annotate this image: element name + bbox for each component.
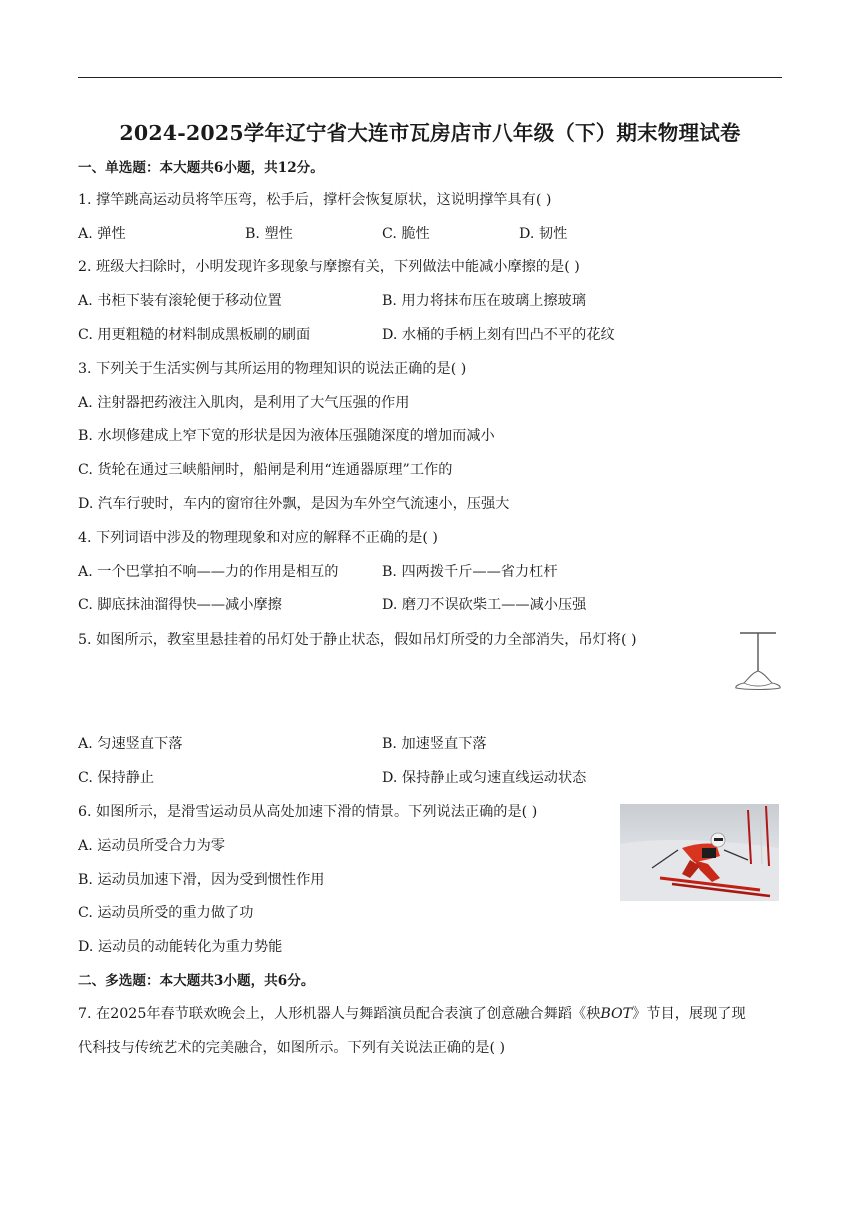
page-title: 2024-2025学年辽宁省大连市瓦房店市八年级（下）期末物理试卷: [119, 121, 741, 145]
question-6-stem: 6. 如图所示，是滑雪运动员从高处加速下滑的情景。下列说法正确的是( ): [78, 804, 538, 820]
question-6-option-a[interactable]: A. 运动员所受合力为零: [78, 838, 225, 854]
question-5-option-b[interactable]: B. 加速竖直下落: [382, 736, 487, 752]
question-7-stem-part2: 》节目，展现了现: [632, 1006, 746, 1022]
question-3-option-b[interactable]: B. 水坝修建成上窄下宽的形状是因为液体压强随深度的增加而减小: [78, 428, 495, 444]
question-1-option-a[interactable]: A. 弹性: [78, 226, 126, 242]
question-6-option-b[interactable]: B. 运动员加速下滑，因为受到惯性作用: [78, 872, 325, 888]
section-heading-multiple-choice: 二、多选题：本大题共3小题，共6分。: [78, 973, 315, 989]
question-4-option-b[interactable]: B. 四两拨千斤——省力杠杆: [382, 564, 558, 580]
question-1-stem: 1. 撑竿跳高运动员将竿压弯，松手后，撑杆会恢复原状，这说明撑竿具有( ): [78, 192, 552, 208]
question-1-option-b[interactable]: B. 塑性: [245, 226, 293, 242]
question-4-option-a[interactable]: A. 一个巴掌拍不响——力的作用是相互的: [78, 564, 339, 580]
question-3-option-d[interactable]: D. 汽车行驶时，车内的窗帘往外飘，是因为车外空气流速小，压强大: [78, 496, 510, 512]
question-2-option-d[interactable]: D. 水桶的手柄上刻有凹凸不平的花纹: [382, 327, 615, 343]
question-3-option-c[interactable]: C. 货轮在通过三峡船闸时，船闸是利用“连通器原理”工作的: [78, 462, 453, 478]
question-7-stem-part1: 7. 在2025年春节联欢晚会上，人形机器人与舞蹈演员配合表演了创意融合舞蹈《秧: [78, 1006, 601, 1022]
section-heading-single-choice: 一、单选题：本大题共6小题，共12分。: [78, 160, 324, 176]
question-2-option-a[interactable]: A. 书柜下装有滚轮便于移动位置: [78, 293, 282, 309]
question-5-option-c[interactable]: C. 保持静止: [78, 770, 155, 786]
question-1-option-c[interactable]: C. 脆性: [382, 226, 430, 242]
question-5-option-d[interactable]: D. 保持静止或匀速直线运动状态: [382, 770, 587, 786]
question-7-stem-line1: [78, 1004, 746, 1024]
question-2-option-c[interactable]: C. 用更粗糙的材料制成黑板刷的刷面: [78, 327, 311, 343]
question-3-option-a[interactable]: A. 注射器把药液注入肌肉，是利用了大气压强的作用: [78, 395, 410, 411]
question-4-option-c[interactable]: C. 脚底抹油溜得快——减小摩擦: [78, 597, 282, 613]
question-2-stem: 2. 班级大扫除时，小明发现许多现象与摩擦有关，下列做法中能减小摩擦的是( ): [78, 259, 580, 275]
question-5-stem: 5. 如图所示，教室里悬挂着的吊灯处于静止状态，假如吊灯所受的力全部消失，吊灯将( ): [78, 632, 637, 648]
hanging-lamp-figure: [730, 631, 786, 693]
question-6-option-c[interactable]: C. 运动员所受的重力做了功: [78, 905, 254, 921]
question-6-option-d[interactable]: D. 运动员的动能转化为重力势能: [78, 939, 283, 955]
question-2-option-b[interactable]: B. 用力将抹布压在玻璃上擦玻璃: [382, 293, 586, 309]
question-3-stem: 3. 下列关于生活实例与其所运用的物理知识的说法正确的是( ): [78, 361, 467, 377]
skier-photo: [620, 804, 779, 901]
question-7-stem-italic: BOT: [600, 1006, 633, 1022]
question-5-option-a[interactable]: A. 匀速竖直下落: [78, 736, 183, 752]
header-rule: [78, 77, 782, 78]
question-7-stem-line2: 代科技与传统艺术的完美融合，如图所示。下列有关说法正确的是( ): [78, 1040, 506, 1056]
question-1-option-d[interactable]: D. 韧性: [519, 226, 568, 242]
question-4-stem: 4. 下列词语中涉及的物理现象和对应的解释不正确的是( ): [78, 530, 438, 546]
question-4-option-d[interactable]: D. 磨刀不误砍柴工——减小压强: [382, 597, 587, 613]
